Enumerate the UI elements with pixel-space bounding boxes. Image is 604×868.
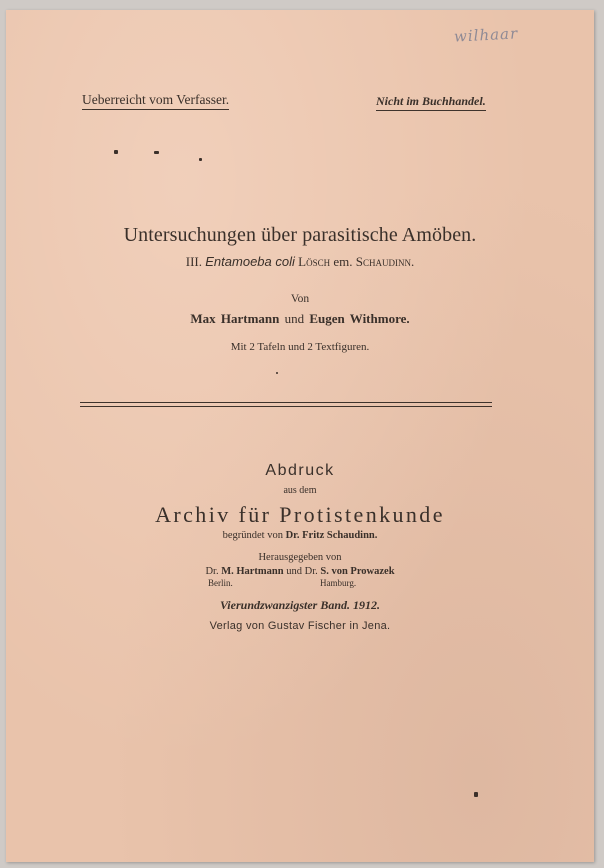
author-line <box>6 311 594 327</box>
editor-city: Hamburg. <box>320 578 357 588</box>
species-name: Entamoeba coli <box>205 254 295 269</box>
presented-by-author-label: Ueberreicht vom Verfasser. <box>82 92 229 110</box>
part-number: III. <box>185 254 203 269</box>
ink-speck <box>199 158 202 161</box>
author-name: Max Hartmann <box>190 311 280 326</box>
volume-line: Vierundzwanzigster Band. 1912. <box>219 598 381 612</box>
ink-speck <box>114 150 118 154</box>
founder-name: Dr. Fritz Schaudinn. <box>285 530 378 541</box>
ink-speck <box>154 151 159 154</box>
author-name: Eugen Withmore. <box>309 311 410 326</box>
ink-speck <box>276 372 278 374</box>
editor-title: Dr. <box>304 566 318 577</box>
editors-and-label: und <box>286 566 302 577</box>
editor-city: Berlin. <box>208 578 233 588</box>
founded-by-line <box>6 530 594 541</box>
document-page <box>6 10 594 862</box>
handwritten-note: wilhaar <box>453 24 519 46</box>
plates-note: Mit 2 Tafeln und 2 Textfiguren. <box>230 341 370 353</box>
emender-name: Schaudinn. <box>355 254 415 269</box>
from-label: aus dem <box>283 485 317 496</box>
offprint-label: Abdruck <box>265 462 335 479</box>
by-label: Von <box>290 293 310 305</box>
edited-by-label: Herausgegeben von <box>258 552 342 563</box>
ink-speck <box>474 792 478 797</box>
editor-name: S. von Prowazek <box>320 566 395 577</box>
not-for-sale-label: Nicht im Buchhandel. <box>376 94 486 111</box>
publisher-line: Verlag von Gustav Fischer in Jena. <box>209 620 391 632</box>
editor-name: M. Hartmann <box>221 566 284 577</box>
emendation-mark: em. <box>333 254 353 269</box>
editors-line <box>6 566 594 577</box>
editor-title: Dr. <box>205 566 219 577</box>
article-title: Untersuchungen über parasitische Amöben. <box>123 224 477 246</box>
article-subtitle <box>6 254 594 270</box>
journal-title: Archiv für Protistenkunde <box>155 502 445 527</box>
and-label: und <box>284 311 305 326</box>
double-rule-divider <box>80 402 492 407</box>
author-citation: Lösch <box>298 254 331 269</box>
founded-prefix: begründet von <box>222 530 283 541</box>
